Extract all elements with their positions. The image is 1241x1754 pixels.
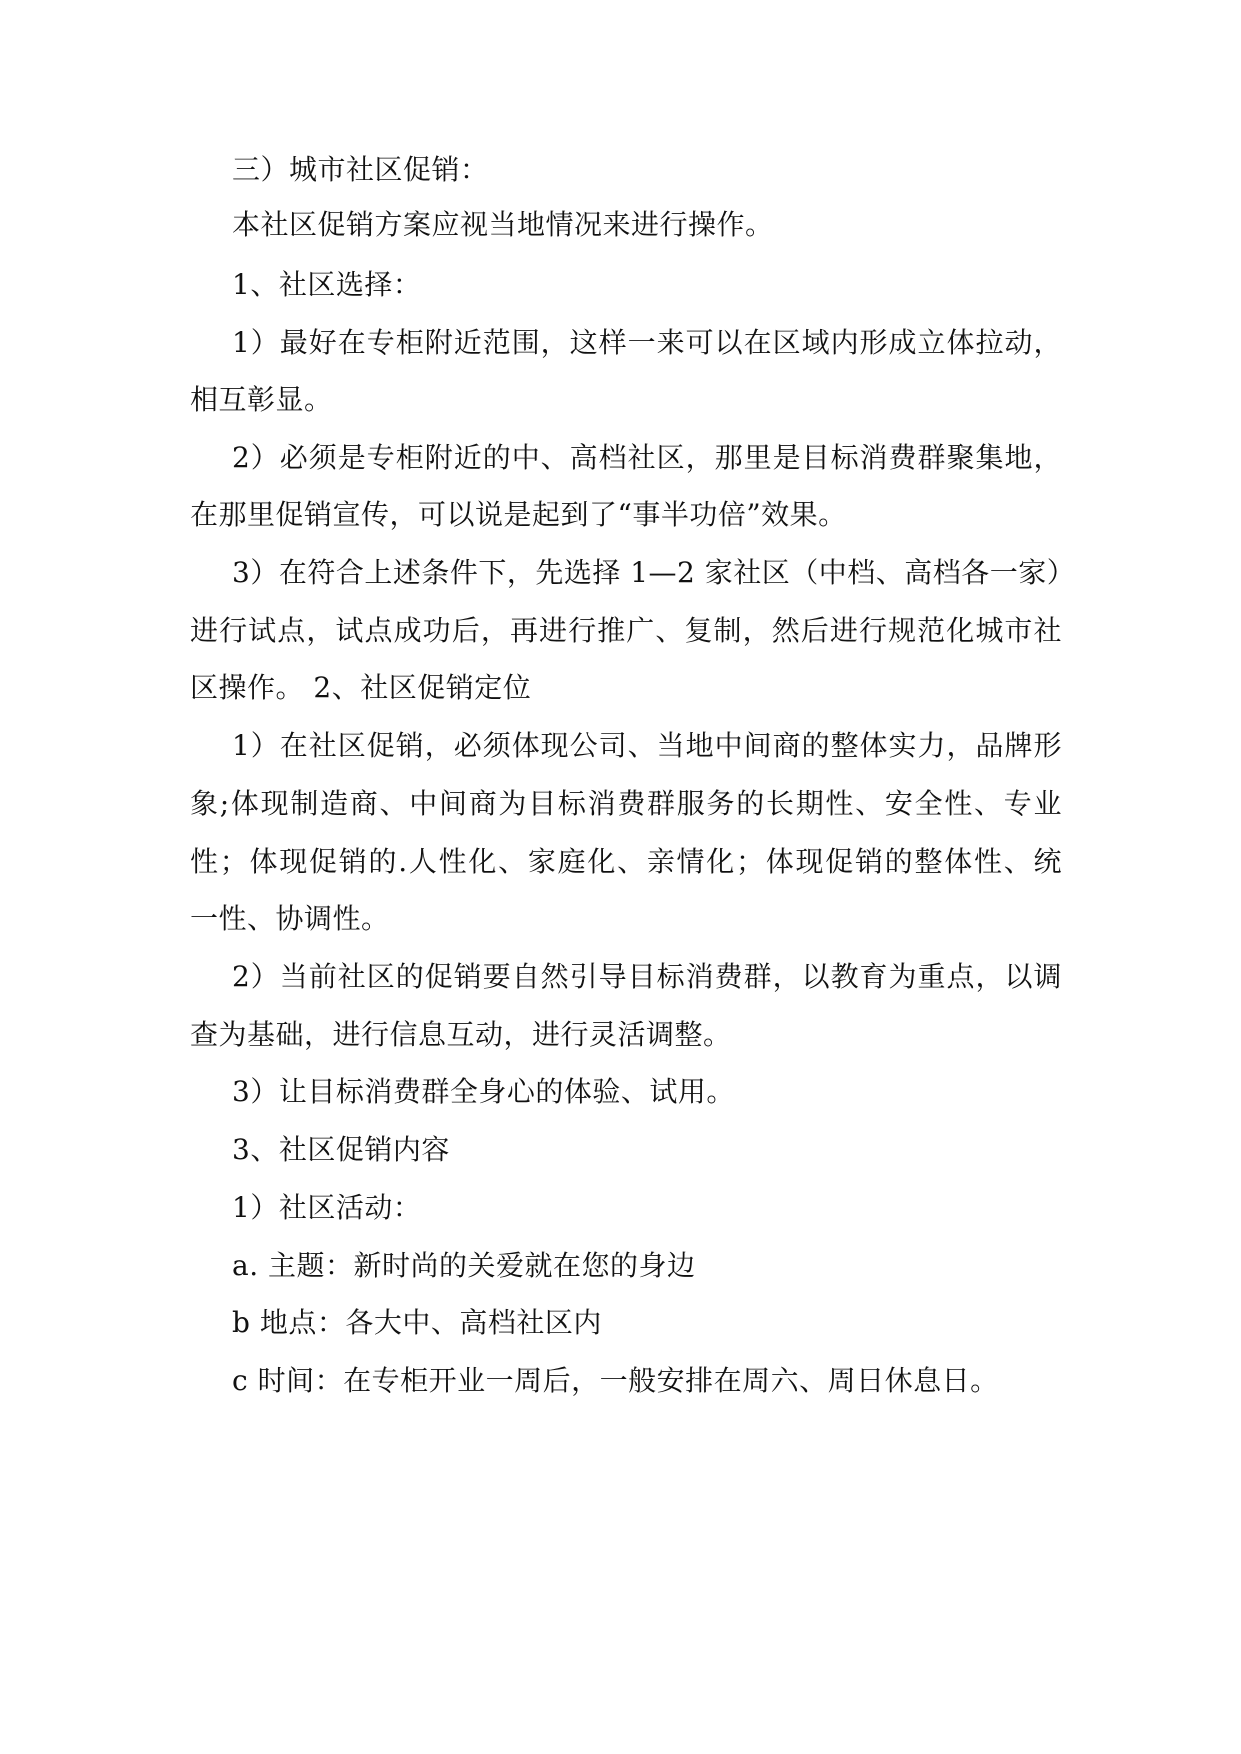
paragraph-line: 性；体现促销的.人性化、家庭化、亲情化；体现促销的整体性、统 — [190, 845, 1062, 878]
subsection-heading: 1）社区活动： — [232, 1191, 422, 1224]
section-heading: 1、社区选择： — [232, 268, 422, 301]
paragraph-line: 区操作。 2、社区促销定位 — [190, 671, 532, 704]
paragraph-line: 在那里促销宣传，可以说是起到了“事半功倍”效果。 — [190, 498, 847, 531]
paragraph-line: 2）当前社区的促销要自然引导目标消费群，以教育为重点，以调 — [232, 960, 1062, 993]
paragraph-line: 一性、协调性。 — [190, 902, 390, 935]
paragraph-line: 本社区促销方案应视当地情况来进行操作。 — [232, 208, 774, 241]
paragraph-line: 2）必须是专柜附近的中、高档社区，那里是目标消费群聚集地， — [232, 441, 1062, 474]
heading-community-promotion: 三）城市社区促销： — [232, 153, 489, 186]
paragraph-line: 进行试点，试点成功后，再进行推广、复制，然后进行规范化城市社 — [190, 614, 1062, 647]
paragraph-line: 查为基础，进行信息互动，进行灵活调整。 — [190, 1018, 732, 1051]
section-heading: 3、社区促销内容 — [232, 1133, 450, 1166]
paragraph-line: 象;体现制造商、中间商为目标消费群服务的长期性、安全性、专业 — [190, 787, 1062, 820]
list-item: b 地点：各大中、高档社区内 — [232, 1306, 602, 1339]
paragraph-line: 1）在社区促销，必须体现公司、当地中间商的整体实力，品牌形 — [232, 729, 1062, 762]
list-item: a. 主题：新时尚的关爱就在您的身边 — [232, 1249, 696, 1282]
paragraph-line: 3）在符合上述条件下，先选择 1—2 家社区（中档、高档各一家） — [232, 556, 1076, 589]
paragraph-line: 相互彰显。 — [190, 383, 333, 416]
paragraph-line: 1）最好在专柜附近范围，这样一来可以在区域内形成立体拉动， — [232, 326, 1062, 359]
paragraph-line: 3）让目标消费群全身心的体验、试用。 — [232, 1075, 735, 1108]
list-item: c 时间：在专柜开业一周后，一般安排在周六、周日休息日。 — [232, 1364, 999, 1397]
